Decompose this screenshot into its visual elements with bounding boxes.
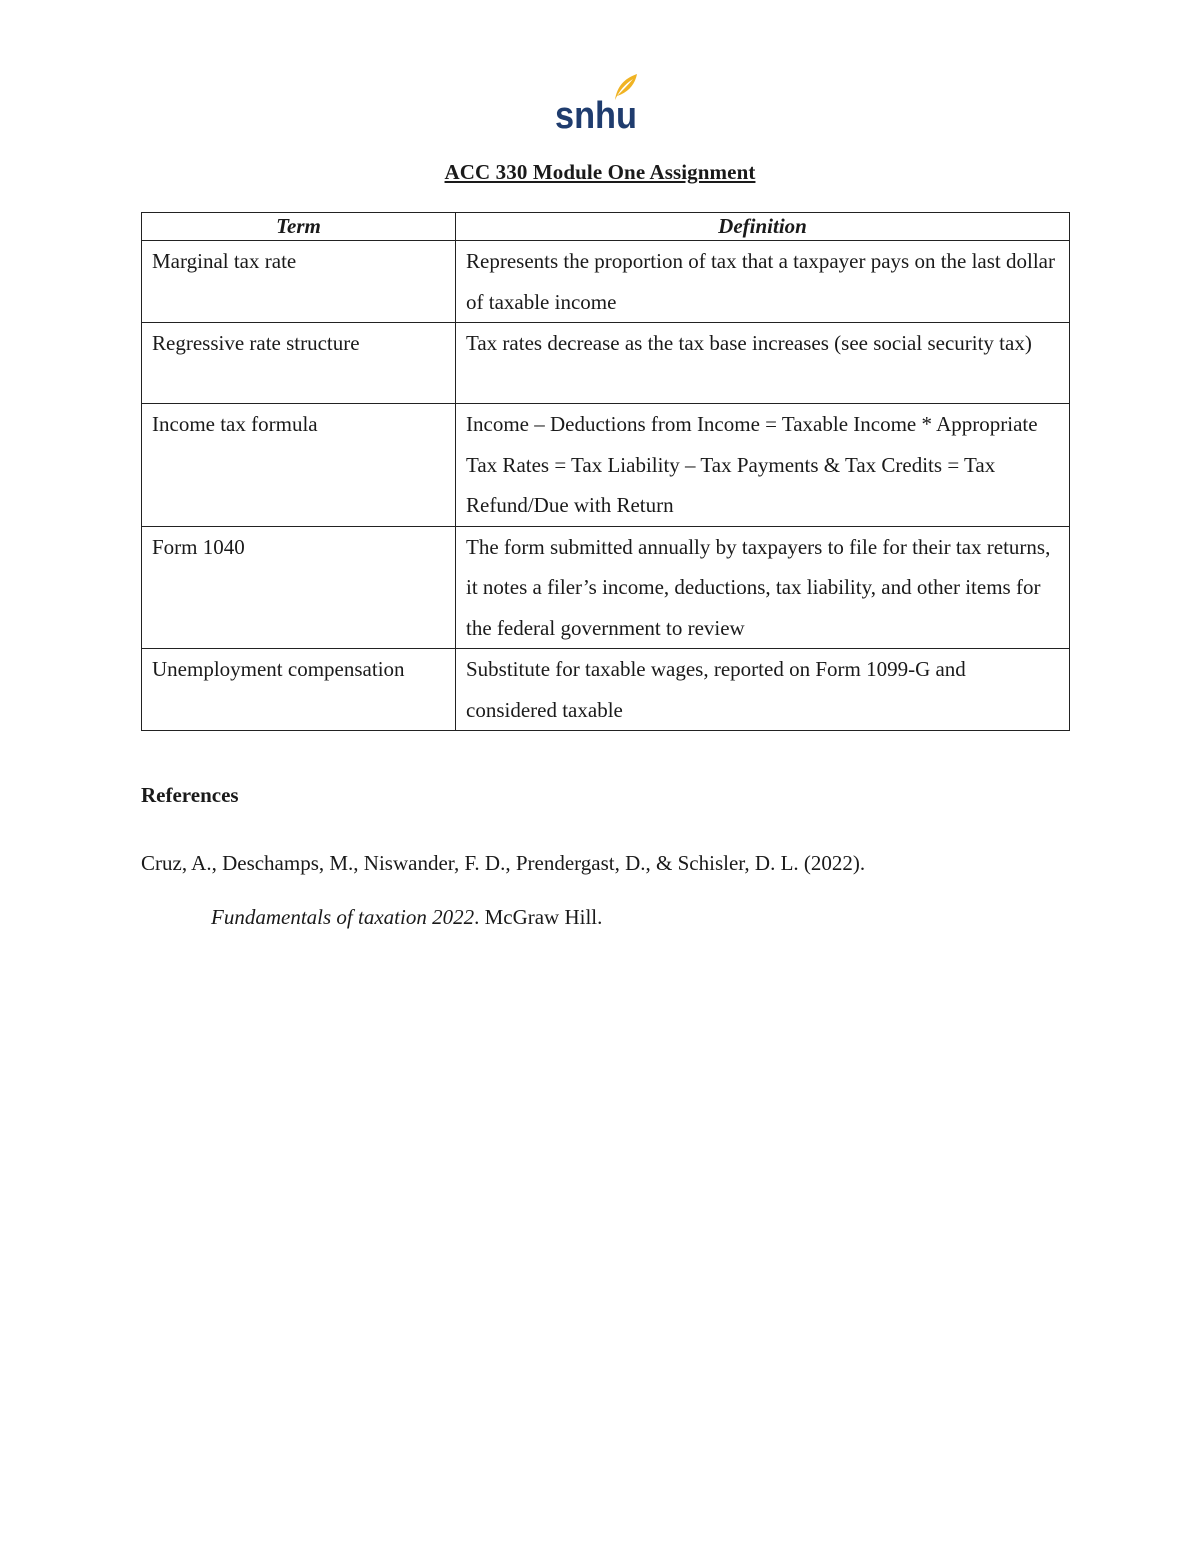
definition-cell: Represents the proportion of tax that a taxpayer pays on the last dollar of taxable income: [456, 241, 1070, 323]
table-row: [142, 649, 1070, 731]
definition-cell: The form submitted annually by taxpayers to file for their tax returns, it notes a filer’s income, deductions, tax liability, and other items for the federal government to review: [456, 526, 1070, 649]
snhu-logo: [553, 72, 643, 134]
table-header-row: [142, 213, 1070, 241]
logo-wordmark: snhu: [555, 95, 637, 134]
reference-publisher: . McGraw Hill.: [474, 905, 603, 929]
reference-source: [141, 890, 1071, 944]
references-heading: References: [141, 783, 239, 807]
document-title: ACC 330 Module One Assignment: [444, 160, 756, 184]
reference-entry: [141, 836, 1071, 944]
definition-cell: Income – Deductions from Income = Taxable Income * Appropriate Tax Rates = Tax Liability – Tax Payments & Tax Credits = Tax Refund/Due with Return: [456, 404, 1070, 527]
reference-title: Fundamentals of taxation 2022: [211, 905, 475, 929]
table-row: [142, 241, 1070, 323]
terms-table: [141, 212, 1070, 731]
term-cell: Marginal tax rate: [142, 241, 456, 323]
term-cell: Regressive rate structure: [142, 323, 456, 404]
term-cell: Form 1040: [142, 526, 456, 649]
reference-authors: Cruz, A., Deschamps, M., Niswander, F. D., Prendergast, D., & Schisler, D. L. (2022).: [141, 851, 866, 875]
header-term: Term: [142, 213, 456, 241]
term-cell: Unemployment compensation: [142, 649, 456, 731]
header-definition: Definition: [456, 213, 1070, 241]
table-row: [142, 404, 1070, 527]
term-cell: Income tax formula: [142, 404, 456, 527]
table-row: [142, 526, 1070, 649]
table-row: [142, 323, 1070, 404]
definition-cell: Substitute for taxable wages, reported on Form 1099-G and considered taxable: [456, 649, 1070, 731]
definition-cell: Tax rates decrease as the tax base increases (see social security tax): [456, 323, 1070, 404]
